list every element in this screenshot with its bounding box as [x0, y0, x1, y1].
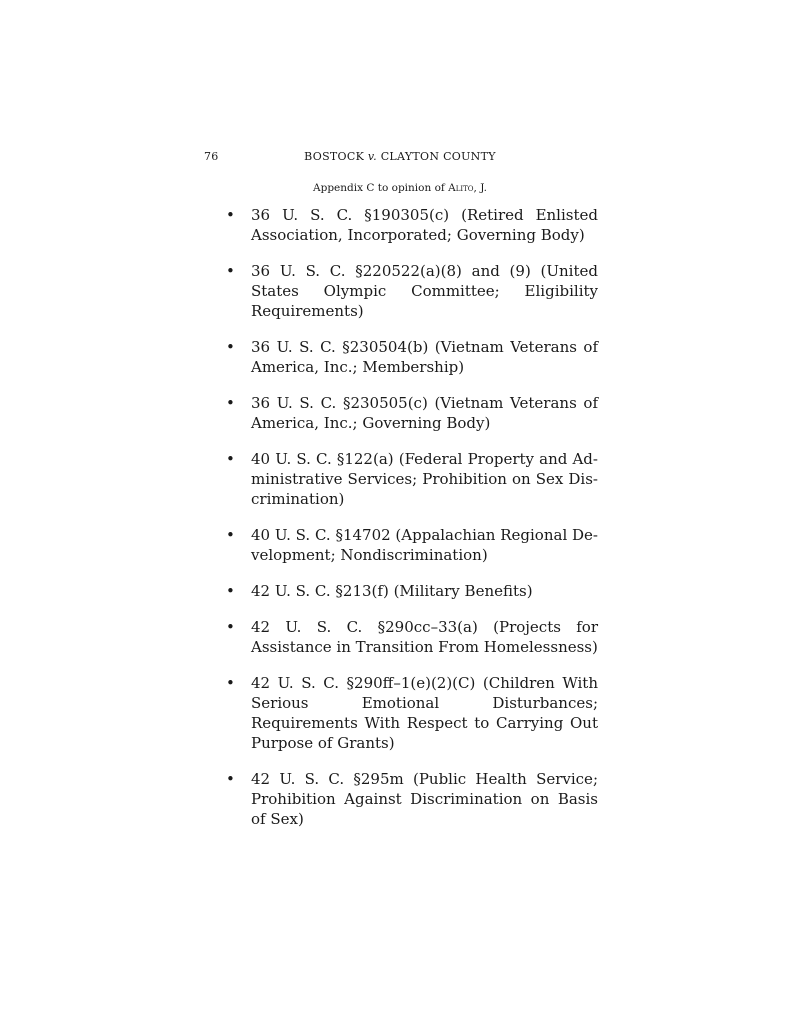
statute-list	[226, 205, 598, 845]
entry-text: 42 U. S. C. §290ff–1(e)(2)(C) (Children With Serious Emotional Disturbances; Requirements With Respect to Carrying Out Purpose of Grants)	[251, 674, 598, 752]
list-item	[226, 337, 598, 377]
entry-text: 42 U. S. C. §295m (Public Health Service; Prohibition Against Discrimination on Basis of Sex)	[251, 770, 598, 828]
appendix-prefix: Appendix C to opinion of	[313, 182, 445, 194]
bullet-icon: •	[226, 618, 235, 636]
list-item	[226, 261, 598, 321]
list-item	[226, 393, 598, 433]
entry-text: 42 U. S. C. §213(f) (Military Benefits)	[251, 582, 533, 600]
list-item	[226, 581, 598, 601]
list-item	[226, 769, 598, 829]
bullet-icon: •	[226, 582, 235, 600]
case-name-v: v.	[367, 150, 377, 163]
running-head	[0, 150, 800, 163]
case-name-part2: CLAYTON COUNTY	[380, 150, 496, 163]
list-item	[226, 449, 598, 509]
list-item	[226, 525, 598, 565]
entry-text: 36 U. S. C. §190305(c) (Retired Enlisted Association, Incorporated; Governing Body)	[251, 206, 598, 244]
bullet-icon: •	[226, 770, 235, 788]
entry-text: 36 U. S. C. §230505(c) (Vietnam Veterans of America, Inc.; Governing Body)	[251, 394, 598, 432]
bullet-icon: •	[226, 262, 235, 280]
list-item	[226, 617, 598, 657]
entry-text: 40 U. S. C. §122(a) (Federal Property and Administrative Services; Prohibition on Sex Discrimination)	[251, 450, 598, 508]
list-item	[226, 205, 598, 245]
case-name-part1: BOSTOCK	[304, 150, 365, 163]
page-number: 76	[204, 150, 219, 163]
entry-text: 42 U. S. C. §290cc–33(a) (Projects for Assistance in Transition From Homelessness)	[251, 618, 598, 656]
appendix-subheading	[0, 182, 800, 194]
bullet-icon: •	[226, 674, 235, 692]
bullet-icon: •	[226, 450, 235, 468]
entry-text: 36 U. S. C. §220522(a)(8) and (9) (United States Olympic Committee; Eligibility Requirements)	[251, 262, 598, 320]
justice-suffix: , J.	[473, 182, 487, 194]
bullet-icon: •	[226, 206, 235, 224]
entry-text: 40 U. S. C. §14702 (Appalachian Regional Development; Nondiscrimination)	[251, 526, 598, 564]
list-item	[226, 673, 598, 753]
bullet-icon: •	[226, 526, 235, 544]
bullet-icon: •	[226, 338, 235, 356]
entry-text: 36 U. S. C. §230504(b) (Vietnam Veterans of America, Inc.; Membership)	[251, 338, 598, 376]
justice-name: Alito	[448, 182, 474, 194]
bullet-icon: •	[226, 394, 235, 412]
